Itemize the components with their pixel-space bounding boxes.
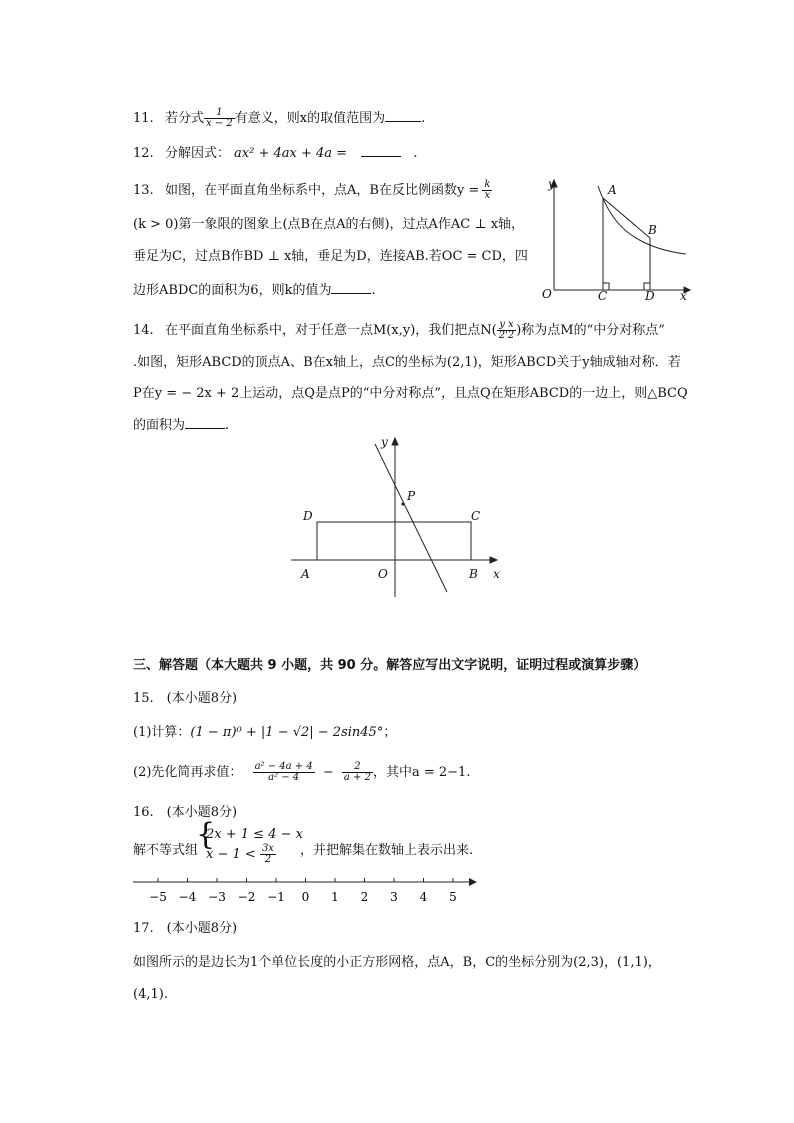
point-p — [401, 502, 404, 505]
number-line-tick-label: −3 — [208, 890, 226, 904]
question-15-header: 15. (本小题8分) — [133, 691, 238, 706]
question-15-part2 — [133, 762, 470, 783]
number-line-tick-label: 1 — [331, 890, 339, 904]
question-text: 在平面直角坐标系中，对于任意一点M(x,y)，我们把点N( — [165, 323, 497, 338]
fraction — [260, 844, 276, 865]
segment-ab — [603, 198, 650, 238]
number-line — [133, 873, 483, 907]
label-d: D — [645, 289, 655, 303]
question-text: 有意义，则x的取值范围为 — [234, 111, 386, 126]
fraction-denominator: 2 — [264, 854, 272, 865]
part-label: (2)先化简再求值： — [133, 765, 243, 780]
question-16-pre: 解不等式组 — [133, 843, 199, 858]
fraction — [204, 108, 235, 129]
math-expression: (1 − π)⁰ + |1 − √2| − 2sin45° — [190, 725, 384, 740]
fraction — [497, 320, 516, 341]
number-line-tick-label: 2 — [360, 890, 369, 904]
math-expression: x − 1 < — [206, 847, 256, 862]
label-c: C — [471, 509, 481, 523]
question-11 — [133, 108, 425, 129]
answer-blank[interactable] — [185, 416, 225, 429]
label-a: A — [301, 567, 310, 581]
question-12 — [133, 144, 417, 163]
question-14-line2: .如图，矩形ABCD的顶点A、B在x轴上，点C的坐标为(2,1)，矩形ABCD关于y轴成轴对称．若 — [133, 355, 681, 370]
question-text: 的面积为 — [133, 418, 186, 433]
number-line-tick-label: 5 — [449, 890, 457, 904]
question-13-line4 — [133, 281, 376, 300]
question-15-part1 — [133, 724, 396, 742]
punctuation: . — [225, 418, 230, 433]
question-14-line4 — [133, 416, 229, 435]
fraction-numerator: 2 — [342, 762, 373, 773]
label-y: y — [548, 177, 555, 191]
question-13-line3: 垂足为C，过点B作BD ⊥ x轴，垂足为D，连接AB.若OC = CD，四 — [133, 249, 528, 264]
fraction-denominator: a² − 4 — [268, 772, 300, 783]
question-text: 若分式 — [165, 111, 205, 126]
inequality-1: 2x + 1 ≤ 4 − x — [206, 827, 303, 842]
punctuation: . — [371, 283, 376, 298]
question-13-line2: (k > 0)第一象限的图象上(点B在点A的右侧)，过点A作AC ⊥ x轴， — [133, 217, 525, 232]
question-17-line1: 如图所示的是边长为1个单位长度的小正方形网格，点A，B，C的坐标分别为(2,3)，(1,1)， — [133, 955, 661, 970]
question-17-line2: (4,1). — [133, 987, 168, 1002]
fraction-denominator: a + 2 — [343, 772, 371, 783]
question-14-line1 — [133, 320, 665, 341]
q13-figure — [540, 172, 700, 304]
fraction — [342, 762, 373, 783]
question-number: 14. — [133, 323, 154, 338]
number-line-arrow-icon — [469, 878, 477, 886]
label-b: B — [469, 567, 478, 581]
number-line-tick-label: 3 — [390, 890, 398, 904]
question-text: )称为点M的“中分对称点” — [516, 323, 665, 338]
fraction-k-over-x — [482, 180, 492, 201]
question-16-post: ，并把解集在数轴上表示出来. — [300, 843, 474, 858]
label-x: x — [493, 567, 500, 581]
label-x: x — [680, 289, 687, 303]
label-a: A — [608, 183, 617, 197]
operator: − — [322, 765, 334, 780]
fraction-denominator: x − 2 — [206, 118, 233, 129]
brace-icon: { — [196, 817, 216, 852]
math-expression: ax² + 4ax + 4a = — [234, 146, 348, 161]
label-d: D — [303, 509, 313, 523]
question-number: 11. — [133, 111, 154, 126]
question-number: 12. — [133, 146, 154, 161]
x-axis-arrow-icon — [490, 557, 497, 563]
rectangle-abcd — [317, 522, 471, 560]
question-number: 13. — [133, 183, 154, 198]
question-13-line1 — [133, 180, 492, 201]
number-line-tick-label: −5 — [149, 890, 167, 904]
question-text: ，其中a = 2−1. — [372, 765, 471, 780]
part-label: (1)计算： — [133, 725, 191, 740]
label-o: O — [542, 287, 552, 301]
question-text: 如图，在平面直角坐标系中，点A，B在反比例函数y = — [165, 183, 480, 198]
number-line-tick-label: 4 — [419, 890, 428, 904]
label-y: y — [381, 435, 388, 449]
number-line-tick-label: −2 — [237, 890, 256, 904]
punctuation: . — [421, 111, 426, 126]
section-title: 三、解答题（本大题共 9 小题，共 90 分。解答应写出文字说明，证明过程或演算步骤） — [133, 658, 647, 673]
fraction-denominator: 2'2 — [498, 330, 515, 341]
question-16-header: 16. (本小题8分) — [133, 805, 238, 820]
answer-blank[interactable] — [361, 144, 401, 157]
fraction-denominator: x — [484, 190, 491, 201]
number-line-tick-label: −1 — [267, 890, 285, 904]
answer-blank[interactable] — [331, 281, 371, 294]
fraction-numerator: y x — [497, 320, 516, 331]
q14-figure — [285, 432, 510, 602]
question-17-header: 17. (本小题8分) — [133, 921, 238, 936]
number-line-tick-label: 0 — [301, 890, 310, 904]
number-line-tick-label: −4 — [178, 890, 197, 904]
answer-blank[interactable] — [385, 109, 421, 122]
fraction — [253, 762, 315, 783]
label-c: C — [598, 289, 608, 303]
label-b: B — [648, 223, 657, 237]
inequality-2 — [206, 844, 276, 865]
punctuation: ； — [383, 725, 397, 740]
fraction-numerator: 1 — [204, 108, 235, 119]
question-text: 分解因式： — [165, 146, 231, 161]
y-axis-arrow-icon — [392, 438, 398, 445]
label-o: O — [378, 567, 388, 581]
punctuation: . — [413, 146, 418, 161]
label-p: P — [407, 489, 416, 503]
fraction-numerator: k — [484, 179, 491, 190]
question-14-line3: P在y = − 2x + 2上运动，点Q是点P的“中分对称点”，且点Q在矩形ABCD的一边上，则△BCQ — [133, 386, 688, 401]
fraction-numerator: 3x — [261, 843, 274, 854]
question-text: 边形ABDC的面积为6，则k的值为 — [133, 283, 332, 298]
fraction-numerator: a² − 4a + 4 — [254, 761, 313, 772]
